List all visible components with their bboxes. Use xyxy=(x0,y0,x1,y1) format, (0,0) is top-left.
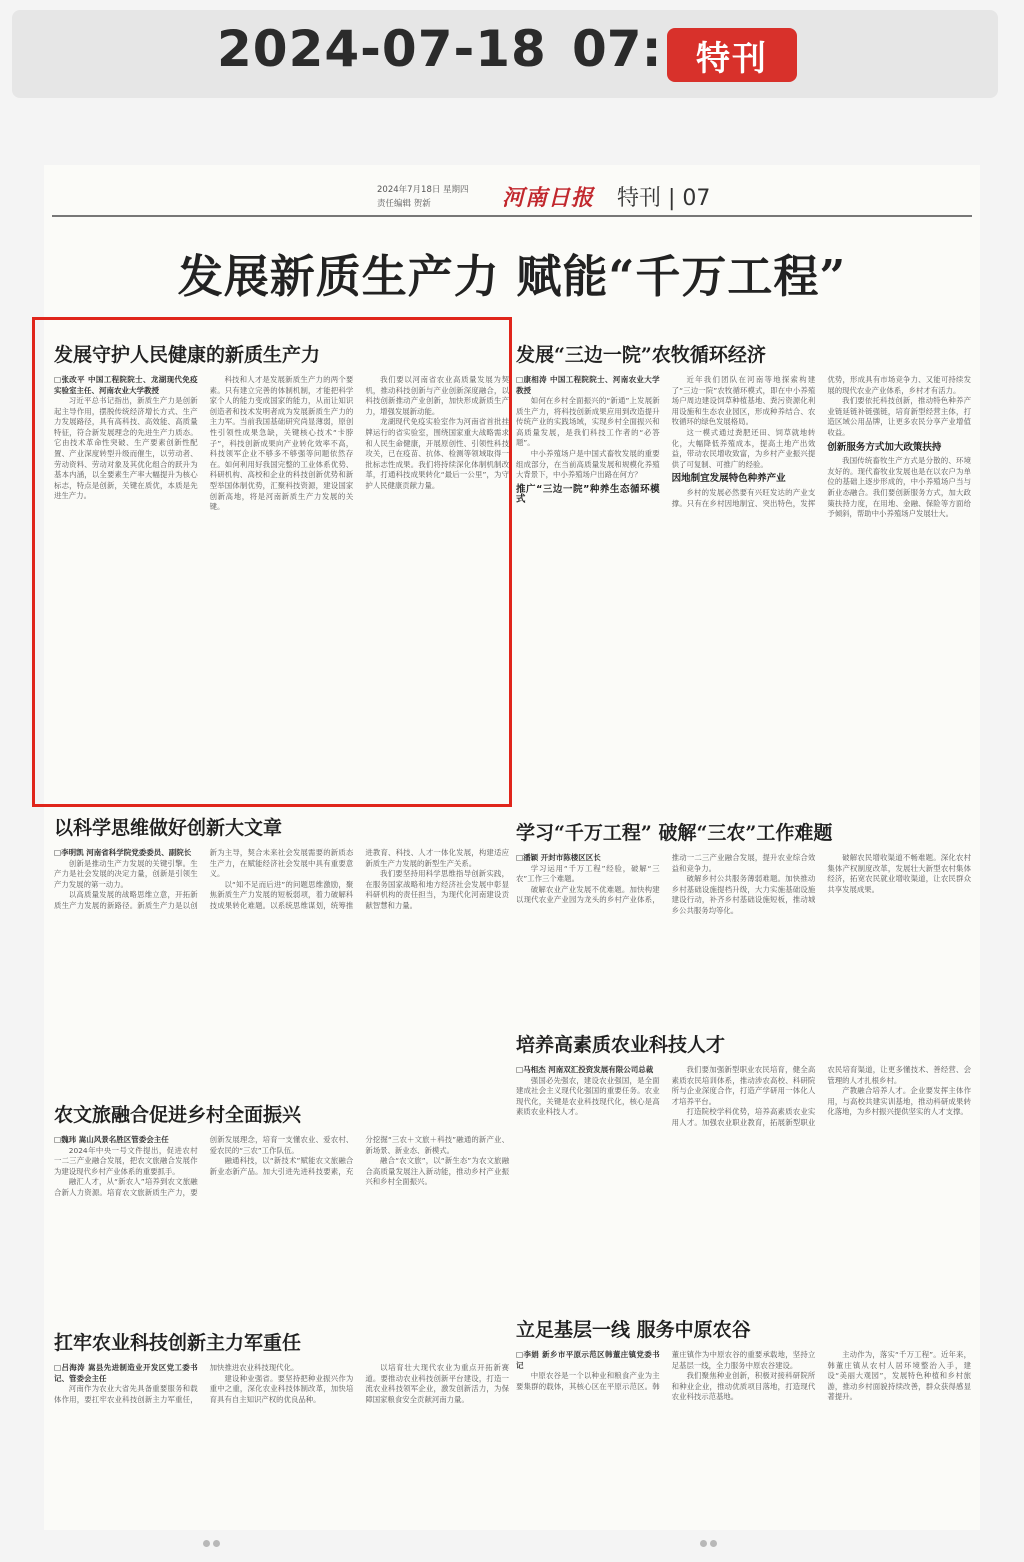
article-agri-tech-innovation[interactable] xyxy=(54,1328,509,1521)
paragraph: 强国必先强农，建设农业强国，是全面建成社会主义现代化强国的重要任务。农业现代化，关键是农业科技现代化，核心是高素质农业科技人才。 xyxy=(516,1075,660,1117)
paragraph: 创新是推动生产力发展的关键引擎。生产力是社会发展的决定力量，创新是引领生产力发展的第一动力。 xyxy=(54,858,198,889)
article-byline: □张改平 中国工程院院士、龙湖现代免疫实验室主任、河南农业大学教授 xyxy=(54,375,198,395)
paragraph: 我们要以河南省农业高质量发展为契机，推动科技创新与产业创新深度融合，以科技创新推动产业创新，加快形成新质生产力，增强发展新动能。 xyxy=(365,375,509,416)
page-headline: 发展新质生产力 赋能“千万工程” xyxy=(177,250,847,303)
paragraph: 河南作为农业大省先具备重要服务和载体作用，要扛牢农业科技创新主力军重任，加快推进农业科技现代化。 xyxy=(54,1363,299,1404)
paragraph: 如何在乡村全面振兴的“新通”上发展新质生产力，将科技创新成果应用到改造提升传统产业的实践场域，实现乡村全面振兴和高质量发展，是我们科技工作者的“必答题”。 xyxy=(516,396,660,448)
article-body xyxy=(516,853,971,1038)
pager-dots-left[interactable] xyxy=(203,1532,225,1540)
paragraph: 破解农民增收渠道不畅难题。深化农村集体产权制度改革，发展壮大新型农村集体经济，拓宽农民就业增收渠道，让农民群众共享发展成果。 xyxy=(827,853,971,894)
page-dot[interactable] xyxy=(700,1540,707,1547)
article-byline: □李明凯 河南省科学院党委委员、副院长 xyxy=(54,848,192,857)
paragraph: 我们要加强新型职业农民培育，健全高素质农民培训体系，推动涉农高校、科研院所与企业深度合作，打造产学研用一体化人才培养平台。 xyxy=(671,1065,816,1106)
article-title: 以科学思维做好创新大文章 xyxy=(54,817,283,839)
paragraph: 近年我们团队在河南等地探索构建了“三边一院”农牧循环模式，即在中小养殖场户周边建设饲草种植基地、粪污资源化利用设施和生态农业园区，形成种养结合、农牧循环的绿色发展格局。 xyxy=(671,375,816,427)
article-byline: □马相杰 河南双汇投资发展有限公司总裁 xyxy=(516,1065,654,1074)
paragraph: 建设种业强省。要坚持把种业振兴作为重中之重，深化农业科技体制改革，加快培育具有自主知识产权的优良品种。 xyxy=(209,1373,354,1404)
masthead-date: 2024年7月18日 星期四 xyxy=(377,185,469,195)
page-dot[interactable] xyxy=(213,1540,220,1547)
article-title: 学习“千万工程” 破解“三农”工作难题 xyxy=(516,822,833,844)
article-central-plains-valley[interactable] xyxy=(516,1315,971,1520)
paragraph: 以培育壮大现代农业为重点开拓新赛道。要推动农业科技创新平台建设，打造一流农业科技领军企业，激发创新活力，为保障国家粮食安全贡献河南力量。 xyxy=(365,1363,509,1404)
article-byline: □吕海涛 嵩县先进制造业开发区党工委书记、管委会主任 xyxy=(54,1363,198,1383)
paragraph: 破解乡村公共服务薄弱难题。加快推动乡村基础设施提档升级，大力实施基础设施建设行动，补齐乡村基础设施短板，推动城乡公共服务均等化。 xyxy=(671,874,816,915)
paragraph: 融合“农文旅”，以“新生态”为农文旅融合高质量发展注入新动能，推动乡村产业振兴和乡村全面振兴。 xyxy=(365,1156,509,1187)
article-agri-cycle[interactable] xyxy=(516,340,971,790)
article-rural-tourism[interactable] xyxy=(54,1100,509,1325)
paragraph: 中原农谷是一个以种业和粮食产业为主要集群的载体，其核心区在平原示范区。韩董庄镇作为中原农谷的重要承载地，坚持立足基层一线，全力服务中原农谷建设。 xyxy=(516,1350,816,1391)
article-title: 立足基层一线 服务中原农谷 xyxy=(516,1319,751,1341)
paragraph: 产教融合培养人才。企业要发挥主体作用，与高校共建实训基地，推动科研成果转化落地，为乡村振兴提供坚实的人才支撑。 xyxy=(827,1086,971,1117)
paragraph: 打造院校学科优势，培养高素质农业实用人才。加强农业职业教育，拓展新型职业农民培育渠道，让更多懂技术、善经营、会管理的人才扎根乡村。 xyxy=(671,1065,971,1127)
article-title: 扛牢农业科技创新主力军重任 xyxy=(54,1332,302,1354)
section-label: 特刊 | 07 xyxy=(617,186,711,211)
paragraph: 学习运用“千万工程”经验，破解“三农”工作三个难题。 xyxy=(516,863,660,884)
article-subheading: 创新服务方式加大政策扶持 xyxy=(827,441,942,453)
paragraph: 2024年中央一号文件提出，促进农村一二三产业融合发展，把农文旅融合发展作为建设现代乡村产业体系的重要抓手。 xyxy=(54,1145,198,1176)
masthead xyxy=(52,175,972,217)
article-title: 发展“三边一院”农牧循环经济 xyxy=(516,344,766,366)
page-dot[interactable] xyxy=(710,1540,717,1547)
article-thousand-project[interactable] xyxy=(516,818,971,1038)
article-byline: □康相涛 中国工程院院士、河南农业大学教授 xyxy=(516,375,660,395)
paragraph: 我们要依托科技创新，推动特色种养产业链延链补链强链，培育新型经营主体，打造区域公用品牌，让更多农民分享产业增值收益。 xyxy=(827,396,971,437)
article-body xyxy=(54,1135,509,1325)
masthead-editor: 责任编辑 贺新 xyxy=(377,199,431,209)
paragraph: 以高质量发展的战略思维立意，开拓新质生产力发展的新路径。新质生产力是以创新为主导，契合未来社会发展需要的新质态生产力，在赋能经济社会发展中具有重要意义。 xyxy=(54,848,354,910)
paragraph: 这一模式通过粪肥还田、饲草就地转化，大幅降低养殖成本，提高土地产出效益，带动农民增收致富，为乡村产业振兴提供了可复制、可推广的经验。 xyxy=(671,427,816,469)
article-subheading: 推广“三边一院”种养生态循环模式 xyxy=(516,483,660,506)
highlight-box xyxy=(32,317,512,807)
paragraph: 融通科技，以“新技术”赋能农文旅融合新业态新产品。加大引进先进科技要素，充分挖掘“三农＋文旅＋科技”融通的新产业、新场景、新业态、新模式。 xyxy=(209,1135,509,1176)
paragraph: 乡村的发展必然要有兴旺发达的产业支撑。只有在乡村因地制宜、突出特色，发挥优势，形成具有市场竞争力、又能可持续发展的现代农业产业体系，乡村才有活力。 xyxy=(671,375,971,508)
article-title: 发展守护人民健康的新质生产力 xyxy=(54,344,321,366)
paragraph: 科技和人才是发展新质生产力的两个要素。只有建立完善的体制机制，才能把科学家个人的能力变成国家的能力，从而让知识创造者和技术发明者成为发展新质生产力的主力军。当前我国基础研究尚显薄弱，原创性引领性成果急缺，关键核心技术“卡脖子”，科技创新成果向产业转化效率不高，科技领军企业不够多不够强等问题依然存在。如何利用好我国完整的工业体系优势、科研机构、高校和企业的科技创新优势和新型举国体制优势，汇聚科技资源，建设国家创新高地，将是河南新质生产力发展的关键。 xyxy=(209,375,354,512)
article-body xyxy=(516,1065,971,1330)
article-body xyxy=(54,848,509,1088)
article-body xyxy=(54,1363,509,1521)
article-byline: □魏玮 嵩山风景名胜区管委会主任 xyxy=(54,1135,169,1144)
page-dot[interactable] xyxy=(203,1540,210,1547)
article-agri-talent[interactable] xyxy=(516,1030,971,1330)
pager-dots-right[interactable] xyxy=(700,1532,722,1540)
paragraph: 我们聚焦种业创新，积极对接科研院所和种业企业，推动优质项目落地，打造现代农业科技示范基地。 xyxy=(671,1371,816,1402)
paragraph: 融汇人才，从“新农人”培养到农文旅融合新人力资源。培育农文旅新质生产力，要创新发展理念，培育一支懂农业、爱农村、爱农民的“三农”工作队伍。 xyxy=(54,1135,354,1197)
top-bar xyxy=(12,10,998,98)
paragraph: 以“知不足而后进”的问题思维激励，聚焦新质生产力发展的短板弱项，着力破解科技成果转化难题。以系统思维谋划，统筹推进教育、科技、人才一体化发展，构建适应新质生产力发展的新型生产关系。 xyxy=(209,848,509,910)
paragraph: 习近平总书记指出，新质生产力是创新起主导作用，摆脱传统经济增长方式、生产力发展路径，具有高科技、高效能、高质量特征，符合新发展理念的先进生产力质态。它由技术革命性突破、生产要素创新性配置、产业深度转型升级而催生，以劳动者、劳动资料、劳动对象及其优化组合的跃升为基本内涵，以全要素生产率大幅提升为核心标志，特点是创新，关键在质优，本质是先进生产力。 xyxy=(54,396,198,501)
paragraph: 主动作为，落实“千万工程”。近年来，韩董庄镇从农村人居环境整治入手，建设“美丽大观园”，发展特色种植和乡村旅游，推动乡村面貌持续改善，群众获得感显著提升。 xyxy=(827,1350,971,1402)
article-byline: □李娟 新乡市平原示范区韩董庄镇党委书记 xyxy=(516,1350,660,1370)
paragraph: 龙湖现代免疫实验室作为河南省首批挂牌运行的省实验室，围绕国家重大战略需求和人民生命健康，开展原创性、引领性科技攻关，已在疫苗、抗体、检测等领域取得一批标志性成果。我们将持续深化体制机制改革，打通科技成果转化“最后一公里”，为守护人民健康贡献力量。 xyxy=(365,417,509,490)
article-title: 培养高素质农业科技人才 xyxy=(516,1034,726,1056)
newspaper-logo: 河南日报 xyxy=(502,185,595,211)
paragraph: 中小养殖场户是中国式畜牧发展的重要组成部分，在当前高质量发展和规模化养殖大背景下，中小养殖场户出路在何方？ xyxy=(516,448,660,480)
article-subheading: 因地制宜发展特色种养产业 xyxy=(671,473,786,485)
article-body xyxy=(516,375,971,790)
article-science-thinking[interactable] xyxy=(54,813,509,1088)
special-edition-badge[interactable]: 特刊 xyxy=(667,28,797,82)
issue-date: 2024-07-18 xyxy=(217,20,547,78)
paragraph: 我国传统畜牧生产方式是分散的、环境友好的。现代畜牧业发展也是在以农户为单位的基础上逐步形成的，中小养殖场户当与新业态融合。我们要创新服务方式，加大政策扶持力度，在用地、金融、保险等方面给予倾斜，帮助中小养殖场户发展壮大。 xyxy=(827,456,971,519)
article-byline: □潘颖 开封市陈楼区区长 xyxy=(516,853,601,862)
paragraph: 破解农业产业发展不优难题。加快构建以现代农业产业园为龙头的乡村产业体系，推动一二三产业融合发展，提升农业综合效益和竞争力。 xyxy=(516,853,816,905)
article-body xyxy=(516,1350,971,1520)
article-title: 农文旅融合促进乡村全面振兴 xyxy=(54,1104,302,1126)
issue-page-number: 07: xyxy=(572,20,662,78)
paragraph: 我们要坚持用科学思维指导创新实践，在服务国家战略和地方经济社会发展中彰显科研机构的责任担当，为现代化河南建设贡献智慧和力量。 xyxy=(365,869,509,910)
